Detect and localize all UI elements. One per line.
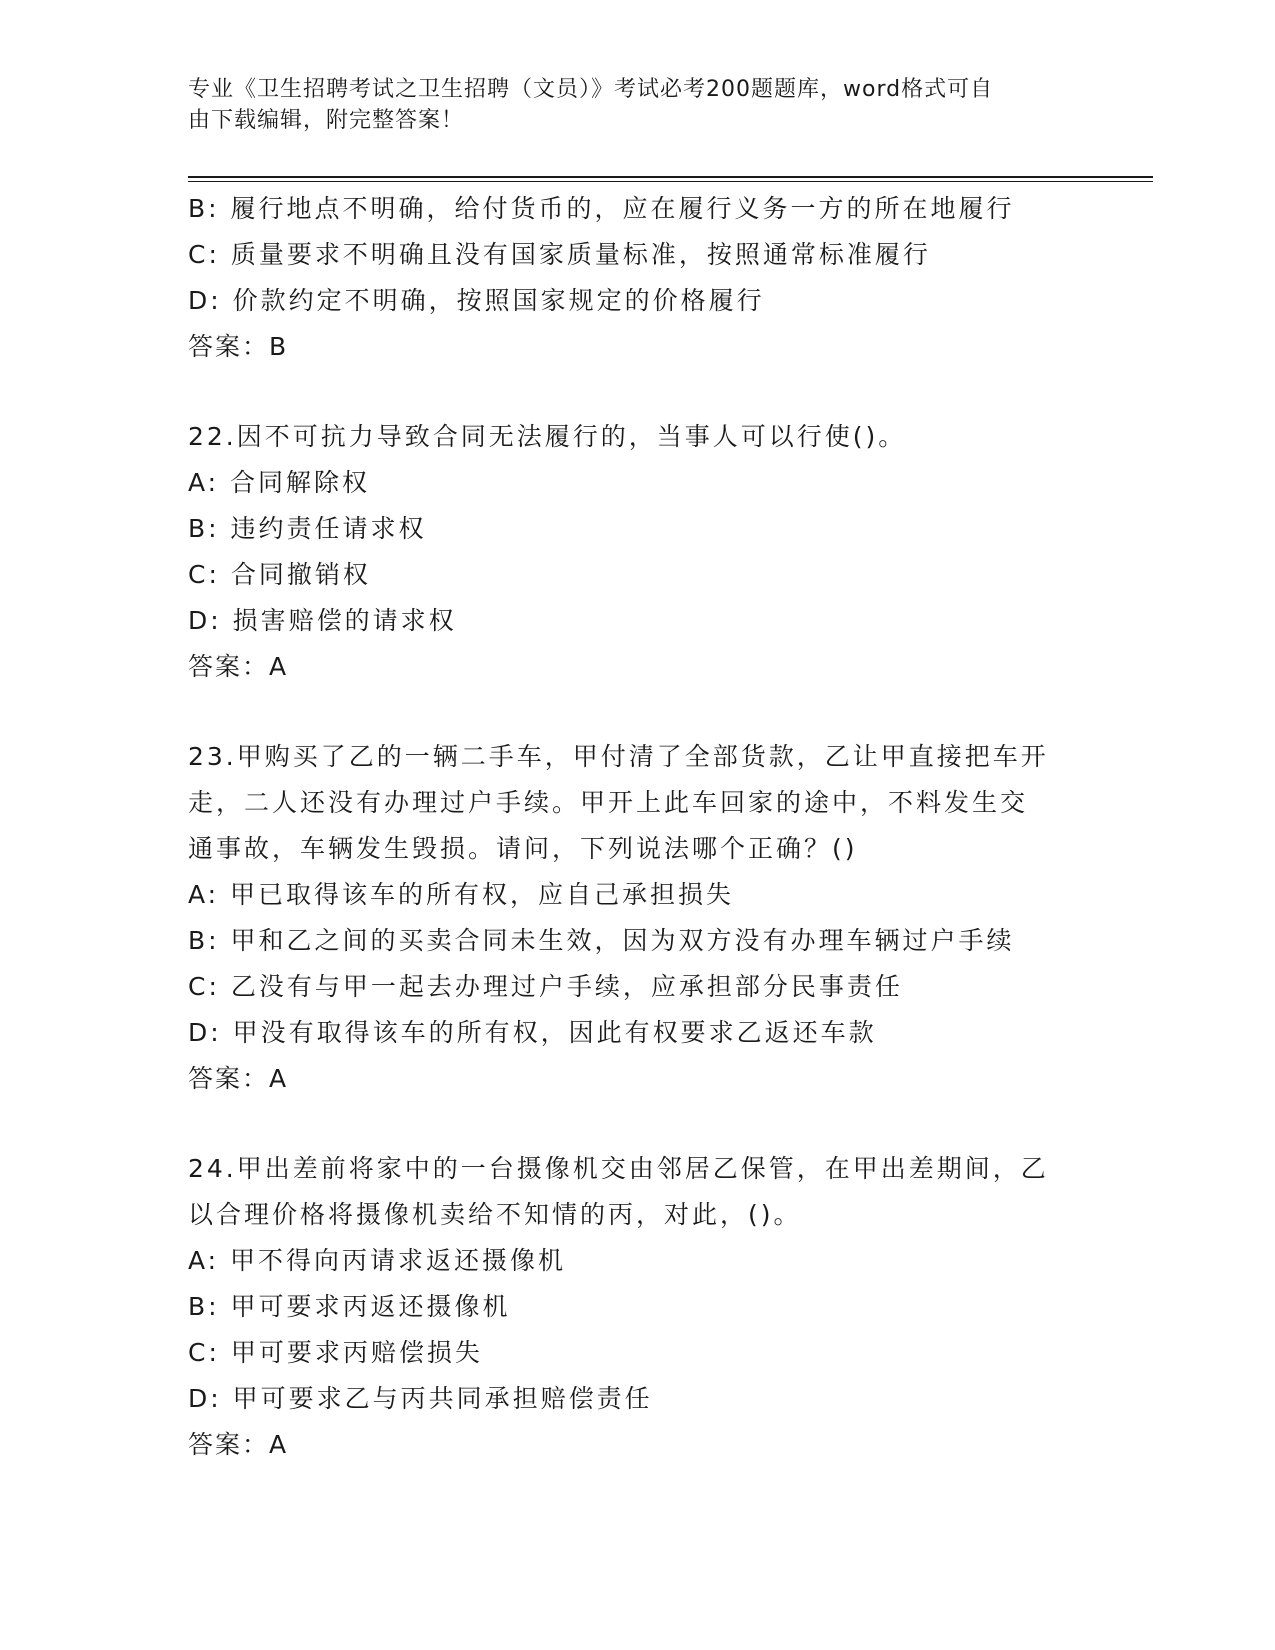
question-stem-line-3: 通事故，车辆发生毁损。请问，下列说法哪个正确？() [188, 834, 858, 863]
question-stem-line-1: 23.甲购买了乙的一辆二手车，甲付清了全部货款，乙让甲直接把车开 [188, 742, 1049, 771]
spacer [188, 370, 1088, 414]
header-divider-thin [188, 181, 1153, 182]
question-23 [188, 734, 1088, 1102]
option-c: C: 合同撤销权 [188, 560, 371, 589]
option-b: B: 甲和乙之间的买卖合同未生效，因为双方没有办理车辆过户手续 [188, 926, 1015, 955]
option-d: D: 甲可要求乙与丙共同承担赔偿责任 [188, 1384, 653, 1413]
option-b: B: 履行地点不明确，给付货币的，应在履行义务一方的所在地履行 [188, 194, 1015, 223]
question-stem-line-2: 走，二人还没有办理过户手续。甲开上此车回家的途中，不料发生交 [188, 788, 1029, 817]
question-stem-line-2: 以合理价格将摄像机卖给不知情的丙，对此，()。 [188, 1200, 802, 1229]
option-d: D: 甲没有取得该车的所有权，因此有权要求乙返还车款 [188, 1018, 877, 1047]
header-divider-thick [188, 176, 1153, 178]
document-header [188, 74, 1068, 136]
question-stem-line-1: 24.甲出差前将家中的一台摄像机交由邻居乙保管，在甲出差期间，乙 [188, 1154, 1049, 1183]
option-c: C: 甲可要求丙赔偿损失 [188, 1338, 483, 1367]
option-b: B: 甲可要求丙返还摄像机 [188, 1292, 511, 1321]
header-line-1: 专业《卫生招聘考试之卫生招聘（文员）》考试必考200题题库，word格式可自 [188, 77, 994, 102]
question-content [188, 186, 1088, 1468]
option-d: D: 价款约定不明确，按照国家规定的价格履行 [188, 286, 765, 315]
spacer [188, 690, 1088, 734]
option-a: A: 合同解除权 [188, 468, 371, 497]
question-22 [188, 414, 1088, 690]
continued-question [188, 186, 1088, 370]
answer-line: 答案：A [188, 1430, 289, 1459]
answer-line: 答案：A [188, 652, 289, 681]
answer-line: 答案：A [188, 1064, 289, 1093]
question-24 [188, 1146, 1088, 1468]
header-line-2: 由下载编辑，附完整答案！ [188, 108, 465, 133]
option-a: A: 甲已取得该车的所有权，应自己承担损失 [188, 880, 735, 909]
spacer [188, 1102, 1088, 1146]
option-c: C: 质量要求不明确且没有国家质量标准，按照通常标准履行 [188, 240, 931, 269]
question-stem: 22.因不可抗力导致合同无法履行的，当事人可以行使()。 [188, 422, 907, 451]
option-a: A: 甲不得向丙请求返还摄像机 [188, 1246, 567, 1275]
answer-line: 答案：B [188, 332, 289, 361]
option-b: B: 违约责任请求权 [188, 514, 427, 543]
option-d: D: 损害赔偿的请求权 [188, 606, 457, 635]
option-c: C: 乙没有与甲一起去办理过户手续，应承担部分民事责任 [188, 972, 903, 1001]
